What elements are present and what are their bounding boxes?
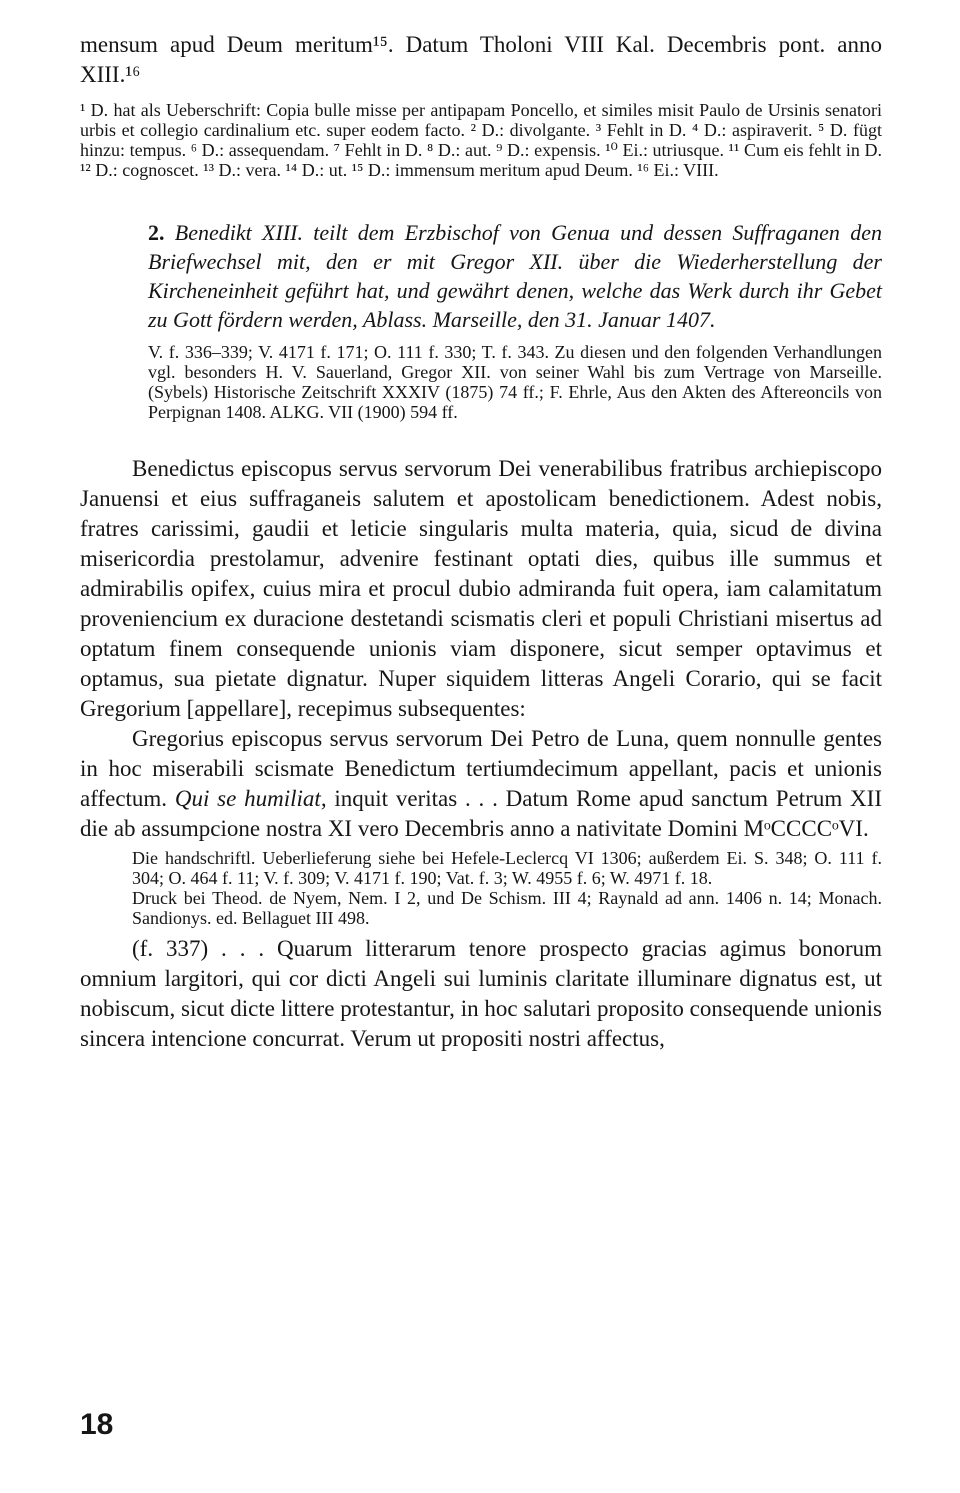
section-title: Benedikt XIII. teilt dem Erzbischof von Genua und dessen Suffraganen den Briefwechsel mit, den er mit Gregor XII. über die Wiederherstellung der Kircheneinheit geführt hat, und gewährt denen, welche das Werk durch ihr Gebet zu Gott fördern werden, Ablass. Marseille, den 31. Januar 1407. xyxy=(148,220,882,332)
source-references: V. f. 336–339; V. 4171 f. 171; O. 111 f. 330; T. f. 343. Zu diesen und den folgenden Verhandlungen vgl. besonders H. V. Sauerland, Gregor XII. von seiner Wahl bis zum Vertrage von Marseille. (Sybels) Historische Zeitschrift XXXIV (1875) 74 ff.; F. Ehrle, Aus den Akten des Aftereoncils von Perpignan 1408. ALKG. VII (1900) 594 ff. xyxy=(148,342,882,422)
document-page xyxy=(80,30,882,1054)
transmission-note: Die handschriftl. Ueberlieferung siehe bei Hefele-Leclercq VI 1306; außerdem Ei. S. 348; O. 111 f. 304; O. 464 f. 11; V. f. 309; V. 4171 f. 190; Vat. f. 3; W. 4955 f. 6; W. 4971 f. 18. xyxy=(132,848,882,888)
continuation-text: mensum apud Deum meritum¹⁵. Datum Tholoni VIII Kal. Decembris pont. anno XIII.¹⁶ xyxy=(80,32,882,87)
quote-text-after: inquit veritas . . . Datum Rome apud sanctum Petrum XII die ab assumpcione nostra XI vero Decembris anno a nativitate Domini MᵒCCCCᵒVI. xyxy=(80,786,882,841)
section-number: 2. xyxy=(148,220,165,245)
quote-text-before: Gregorius episcopus servus servorum Dei Petro de Luna, quem nonnulle gentes in hoc miserabili scismate Benedictum tertiumdecimum appellant, pacis et unionis affectum. xyxy=(80,726,882,811)
letter-continuation: (f. 337) . . . Quarum litterarum tenore prospecto gracias agimus bonorum omnium largitori, qui cor dicti Angeli sui luminis claritate illuminare dignatus est, ut nobiscum, sicut dicte littere protestantur, in hoc salutari proposito consequende unionis sincera intencione concurrat. Verum ut propositi nostri affectus, xyxy=(80,936,882,1051)
footnotes: ¹ D. hat als Ueberschrift: Copia bulle misse per antipapam Poncello, et similes misit Paulo de Ursinis senatori urbis et collegio cardinalium etc. super eodem facto. ² D.: divolgante. ³ Fehlt in D. ⁴ D.: aspiraverit. ⁵ D. fügt hinzu: tempus. ⁶ D.: assequendam. ⁷ Fehlt in D. ⁸ D.: aut. ⁹ D.: expensis. ¹⁰ Ei.: utriusque. ¹¹ Cum eis fehlt in D. ¹² D.: cognoscet. ¹³ D.: vera. ¹⁴ D.: ut. ¹⁵ D.: immensum meritum apud Deum. ¹⁶ Ei.: VIII. xyxy=(80,100,882,180)
print-note: Druck bei Theod. de Nyem, Nem. I 2, und De Schism. III 4; Raynald ad ann. 1406 n. 14; Monach. Sandionys. ed. Bellaguet III 498. xyxy=(132,888,882,928)
letter-body: Benedictus episcopus servus servorum Dei venerabilibus fratribus archiepiscopo Januensi et eius suffraganeis salutem et apostolicam benedictionem. Adest nobis, fratres carissimi, gaudii et leticie singularis multa materia, quia, sicud de divina misericordia prestolamur, advenire festinant optati dies, quibus ille summus et admirabilis opifex, cuius mira et procul dubio admiranda fuit opera, iam calamitatum proveniencium ex duracione destetandi scismatis cleri et populi Christiani misertus ad optatum finem consequende unionis viam disponere, sicut semper optavimus et optamus, sua pietate dignatur. Nuper siquidem litteras Angeli Corario, qui se facit Gregorium [appellare], recepimus subsequentes: xyxy=(80,456,882,721)
quoted-letter xyxy=(80,724,882,844)
section-heading xyxy=(148,218,882,334)
quote-italic: Qui se humiliat, xyxy=(174,786,327,811)
page-number: 18 xyxy=(80,1408,114,1441)
